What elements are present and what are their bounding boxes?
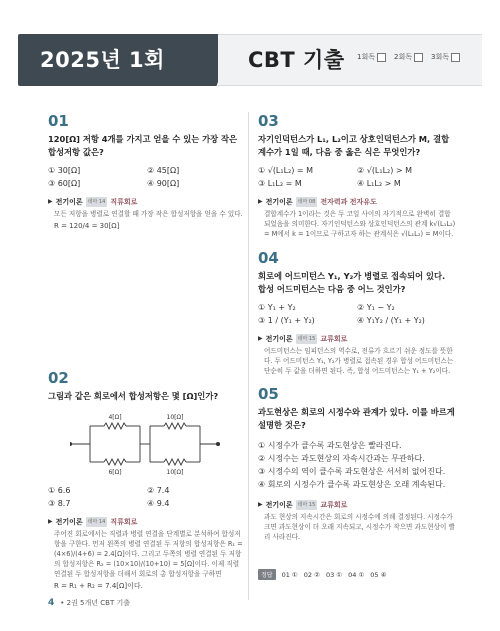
option-4[interactable]: ④ Y₁Y₂ / (Y₁ + Y₂) — [357, 316, 425, 325]
option-4[interactable]: ④ L₁L₂ > M — [357, 179, 401, 188]
resistor-label: 10[Ω] — [166, 414, 184, 421]
answer-item: 05 ④ — [370, 570, 387, 579]
theme-tag: 테마 08 — [297, 199, 316, 205]
question-text: 과도현상은 회로의 시정수와 관계가 있다. 이를 바르게 설명한 것은? — [258, 407, 455, 430]
option-3[interactable]: ③ 60[Ω] — [48, 179, 81, 188]
question-02 — [48, 369, 246, 591]
exam-subtitle: CBT 기출 — [248, 48, 345, 72]
column-divider — [248, 112, 249, 600]
resistor-label: 4[Ω] — [108, 414, 122, 421]
formula: R = R₁ + R₂ = 7.4[Ω]이다. — [54, 582, 143, 590]
question-03 — [258, 112, 456, 239]
option-4[interactable]: ④ 회로의 시정수가 클수록 과도현상은 오래 계속된다. — [258, 480, 446, 489]
theme-tag: 테마 14 — [87, 519, 106, 525]
explanation-text: 어드미턴스는 임피던스의 역수로, 전류가 흐르기 쉬운 정도를 뜻한다. 두 어드미턴스 Y₁, Y₂가 병렬로 접속된 경우 합성 어드미턴스는 단순히 두 값을 더하면 된다. 즉, 합성 어드미턴스는 Y₁ + Y₂이다. — [264, 347, 454, 375]
option-2[interactable]: ② √(L₁L₂) > M — [357, 166, 413, 175]
option-1[interactable]: ① 시정수가 클수록 과도현상은 빨라진다. — [258, 441, 402, 450]
option-1[interactable]: ① √(L₁L₂) = M — [258, 166, 314, 175]
question-01 — [48, 112, 246, 231]
answer-options — [48, 486, 246, 508]
answer-key — [258, 569, 386, 580]
answer-key-label: 정답 — [258, 569, 276, 580]
checkbox-icon[interactable] — [377, 53, 386, 62]
theory-topic: 교류회로 — [320, 501, 348, 509]
checkbox-icon[interactable] — [451, 53, 460, 62]
option-2[interactable]: ② Y₁ − Y₂ — [357, 303, 395, 312]
option-2[interactable]: ② 시정수는 과도현상의 자속시간과는 무관하다. — [258, 454, 425, 463]
answer-options — [48, 166, 246, 188]
triangle-icon: ▶ — [48, 518, 53, 525]
question-text: 자기인덕턴스가 L₁, L₂이고 상호인덕턴스가 M, 결합계수가 1일 때, 다음 중 옳은 식은 무엇인가? — [258, 134, 450, 157]
resistor-label: 6[Ω] — [108, 469, 122, 475]
answer-options — [258, 439, 456, 491]
question-number: 02 — [48, 369, 69, 387]
question-number: 04 — [258, 249, 279, 267]
resistor-label: 10[Ω] — [166, 469, 184, 475]
explanation-text: 결합계수가 1이라는 것은 두 코일 사이의 자기적으로 완벽히 결합되었음을 의미한다. 자기인덕턴스와 상호인덕턴스의 관계 k√(L₁L₂) = M에서 k = 1이므로 구하고자 하는 관계식은 √(L₁L₂) = M이다. — [264, 210, 456, 238]
theory-topic: 직류회로 — [110, 518, 138, 526]
round-1[interactable]: 1회독 — [357, 52, 386, 62]
triangle-icon: ▶ — [258, 501, 263, 508]
question-text: 그림과 같은 회로에서 합성저항은 몇 [Ω]인가? — [48, 391, 219, 401]
theory-topic: 교류회로 — [320, 335, 348, 343]
option-2[interactable]: ② 45[Ω] — [147, 166, 180, 175]
answer-item: 02 ② — [303, 570, 320, 579]
option-1[interactable]: ① 6.6 — [48, 486, 71, 495]
explanation: ▶ 전기이론 테마 14 직류회로 주어진 회로에서는 직렬과 병렬 연결을 단계별로 분석하여 합성저항을 구한다. 먼저 왼쪽의 병렬 연결된 두 저항의 합성저항은 R₁ = (4×6)/(4+6) = 2.4[Ω]이다. 그리고 두쪽의 병렬 연결된 두 저항의 합성저항은 R₂ = (10×10)/(10+10) = 5[Ω]이다. 이제 직렬 연결된 두 합성저항을 더해서 회로의 총 합성저항을 구하면 R = R₁ + R₂ = 7.4[Ω]이다. — [48, 517, 246, 591]
explanation: ▶ 전기이론 테마 15 교류회로 과도 현상의 지속시간은 회로의 시정수에 의해 결정된다. 시정수가 크면 과도현상이 더 오래 지속되고, 시정수가 작으면 과도현상이 빨리 사라진다. — [258, 501, 455, 541]
question-number: 05 — [258, 385, 279, 403]
checkbox-icon[interactable] — [414, 53, 423, 62]
theory-topic: 전자력과 전자유도 — [320, 198, 377, 206]
study-round-checkboxes — [357, 52, 460, 62]
left-column — [48, 112, 246, 591]
triangle-icon: ▶ — [258, 198, 263, 205]
circuit-diagram — [70, 413, 246, 479]
option-3[interactable]: ③ 1 / (Y₁ + Y₂) — [258, 316, 315, 325]
option-1[interactable]: ① Y₁ + Y₂ — [258, 303, 296, 312]
theme-tag: 테마 15 — [297, 336, 316, 342]
question-text: 회로에 어드미턴스 Y₁, Y₂가 병렬로 접속되어 있다. 합성 어드미턴스는 다음 중 어느 것인가? — [258, 271, 446, 294]
answer-options — [258, 166, 456, 188]
option-1[interactable]: ① 30[Ω] — [48, 166, 81, 175]
exam-title: 2025년 1회 — [40, 48, 165, 72]
page-footer — [48, 598, 130, 608]
question-04 — [258, 249, 456, 376]
explanation-text: 모든 저항을 병렬로 연결할 때 가장 작은 합성저항을 얻을 수 있다. — [54, 210, 243, 218]
triangle-icon: ▶ — [258, 335, 263, 342]
right-column — [258, 112, 456, 542]
explanation-text: 과도 현상의 지속시간은 회로의 시정수에 의해 결정된다. 시정수가 크면 과도현상이 더 오래 지속되고, 시정수가 작으면 과도현상이 빨리 사라진다. — [264, 513, 455, 541]
answer-item: 04 ① — [348, 570, 365, 579]
question-number: 01 — [48, 112, 69, 130]
option-3[interactable]: ③ 시정수의 역이 클수록 과도현상은 서서히 없어진다. — [258, 467, 446, 476]
formula: R = 120/4 = 30[Ω] — [54, 222, 120, 230]
option-4[interactable]: ④ 9.4 — [147, 499, 170, 508]
page-number: 4 — [48, 598, 55, 608]
option-2[interactable]: ② 7.4 — [147, 486, 170, 495]
option-4[interactable]: ④ 90[Ω] — [147, 179, 180, 188]
option-3[interactable]: ③ L₁L₂ = M — [258, 179, 302, 188]
circuit-svg — [70, 413, 220, 475]
theme-tag: 테마 15 — [297, 502, 316, 508]
explanation: ▶ 전기이론 테마 15 교류회로 어드미턴스는 임피던스의 역수로, 전류가 흐르기 쉬운 정도를 뜻한다. 두 어드미턴스 Y₁, Y₂가 병렬로 접속된 경우 합성 어드미턴스는 단순히 두 값을 더하면 된다. 즉, 합성 어드미턴스는 Y₁ + Y₂이다. — [258, 334, 456, 376]
question-number: 03 — [258, 112, 279, 130]
footer-text: • 2권 5개년 CBT 기출 — [60, 599, 130, 607]
explanation: ▶ 전기이론 테마 14 직류회로 모든 저항을 병렬로 연결할 때 가장 작은 합성저항을 얻을 수 있다. R = 120/4 = 30[Ω] — [48, 197, 246, 231]
page-header — [18, 34, 482, 86]
theme-tag: 테마 14 — [87, 199, 106, 205]
explanation-text: 주어진 회로에서는 직렬과 병렬 연결을 단계별로 분석하여 합성저항을 구한다. 먼저 왼쪽의 병렬 연결된 두 저항의 합성저항은 R₁ = (4×6)/(4+6) = 2.4[Ω]이다. 그리고 두쪽의 병렬 연결된 두 저항의 합성저항은 R₂ = (10×10)/(10+10) = 5[Ω]이다. 이제 직렬 연결된 두 합성저항을 더해서 회로의 총 합성저항을 구하면 — [54, 530, 243, 578]
question-text: 120[Ω] 저항 4개를 가지고 얻을 수 있는 가장 작은 합성저항 값은? — [48, 134, 238, 157]
explanation: ▶ 전기이론 테마 08 전자력과 전자유도 결합계수가 1이라는 것은 두 코일 사이의 자기적으로 완벽히 결합되었음을 의미한다. 자기인덕턴스와 상호인덕턴스의 관계 k√(L₁L₂) = M에서 k = 1이므로 구하고자 하는 관계식은 √(L₁L₂) = M이다. — [258, 198, 456, 238]
answer-item: 01 ① — [281, 570, 298, 579]
triangle-icon: ▶ — [48, 198, 53, 205]
round-3[interactable]: 3회독 — [431, 52, 460, 62]
theory-topic: 직류회로 — [110, 198, 138, 206]
round-2[interactable]: 2회독 — [394, 52, 423, 62]
option-3[interactable]: ③ 8.7 — [48, 499, 71, 508]
question-05 — [258, 385, 456, 542]
answer-item: 03 ① — [325, 570, 343, 579]
answer-options — [258, 303, 456, 325]
